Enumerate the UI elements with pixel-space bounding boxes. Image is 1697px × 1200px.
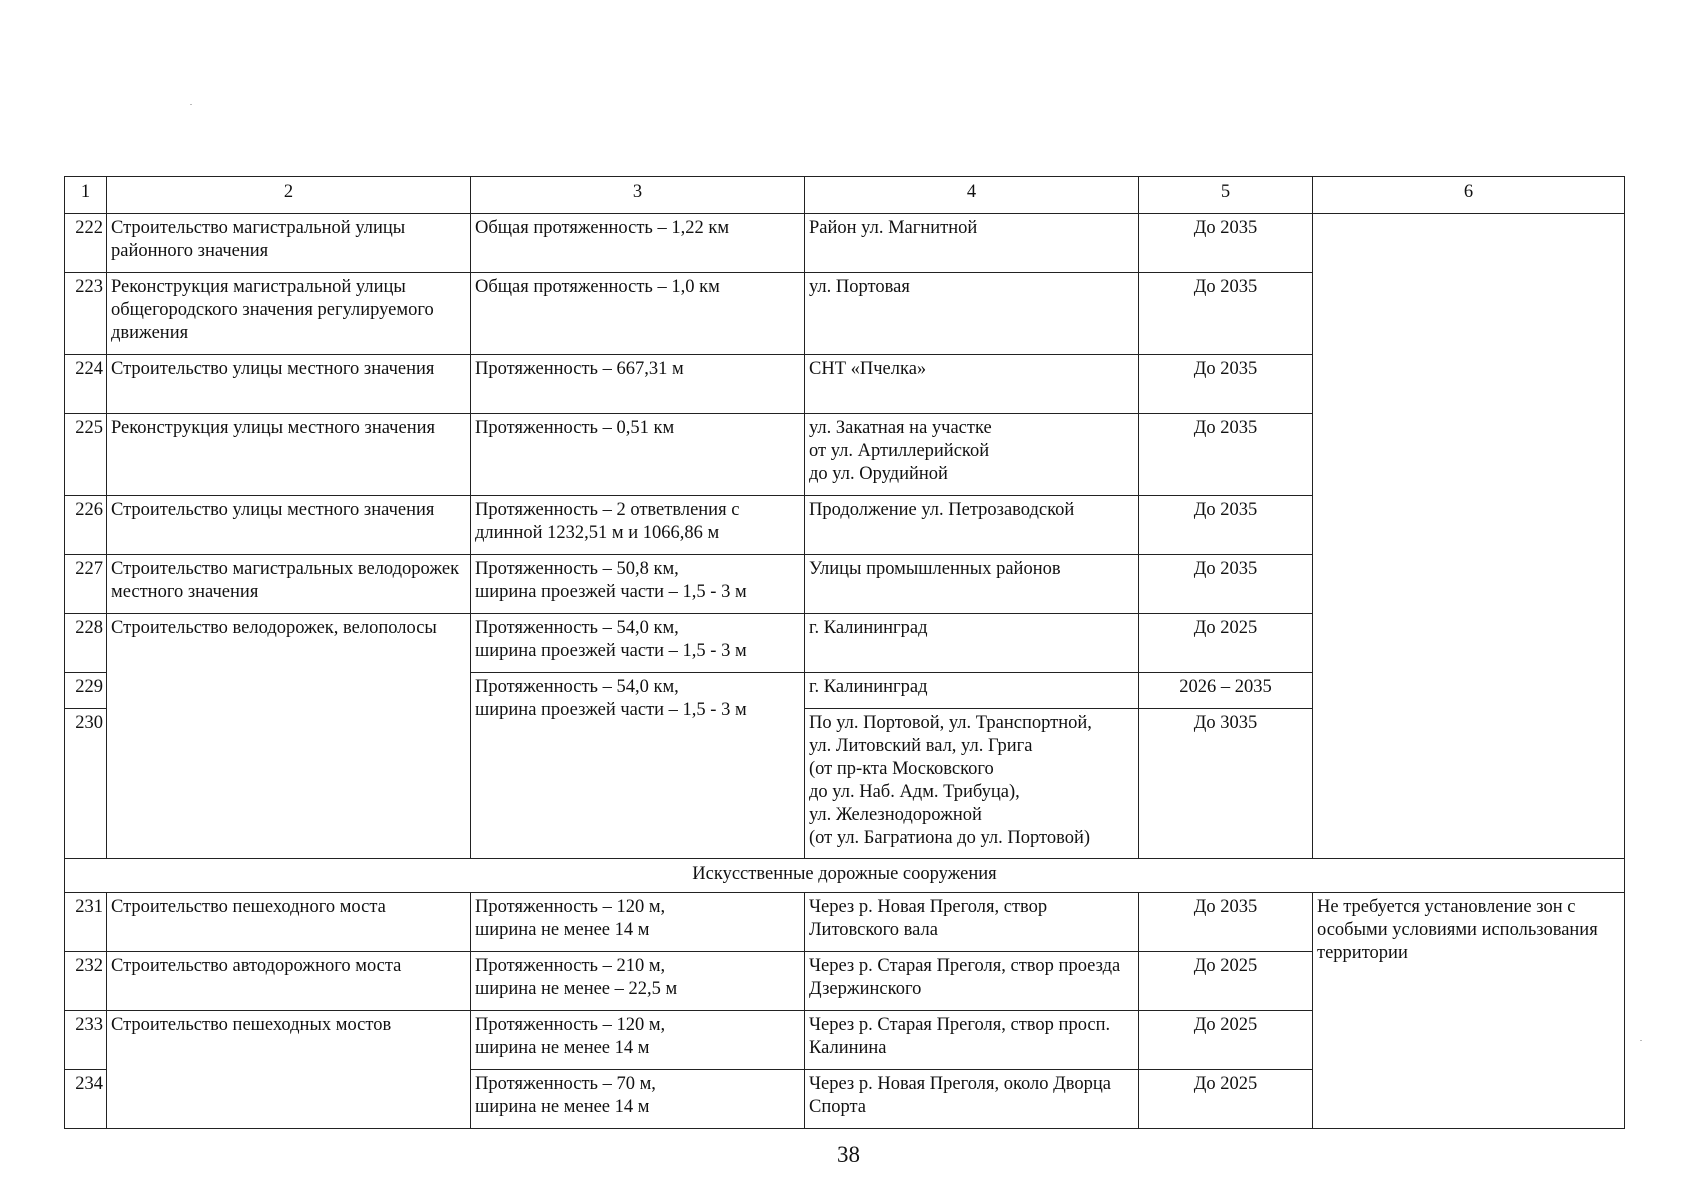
object-name: Строительство улицы местного значения	[107, 496, 471, 555]
section-row	[65, 859, 1625, 893]
row-number: 232	[65, 952, 107, 1011]
object-name: Строительство пешеходных мостов	[107, 1011, 471, 1129]
zones-note: Не требуется установление зон с особыми условиями использования территории	[1313, 893, 1625, 1129]
implementation-term: 2026 – 2035	[1139, 673, 1313, 709]
row-number: 228	[65, 614, 107, 673]
page-number: 38	[837, 1142, 860, 1167]
object-location: ул. Закатная на участке от ул. Артиллерийской до ул. Орудийной	[805, 414, 1139, 496]
object-parameters: Протяженность – 70 м, ширина не менее 14 м	[471, 1070, 805, 1129]
column-header-6: 6	[1313, 177, 1625, 214]
object-parameters: Общая протяженность – 1,22 км	[471, 214, 805, 273]
object-name: Строительство улицы местного значения	[107, 355, 471, 414]
column-header-5: 5	[1139, 177, 1313, 214]
implementation-term: До 2035	[1139, 496, 1313, 555]
object-name: Строительство магистральных велодорожек местного значения	[107, 555, 471, 614]
object-location: г. Калининград	[805, 614, 1139, 673]
implementation-term: До 2035	[1139, 273, 1313, 355]
row-number: 224	[65, 355, 107, 414]
object-name: Строительство магистральной улицы районного значения	[107, 214, 471, 273]
object-name: Строительство пешеходного моста	[107, 893, 471, 952]
object-location: Через р. Новая Преголя, около Дворца Спорта	[805, 1070, 1139, 1129]
object-location: По ул. Портовой, ул. Транспортной, ул. Литовский вал, ул. Грига (от пр-кта Московского до ул. Наб. Адм. Трибуца), ул. Железнодорожной (от ул. Багратиона до ул. Портовой)	[805, 709, 1139, 859]
implementation-term: До 2025	[1139, 614, 1313, 673]
implementation-term: До 2035	[1139, 355, 1313, 414]
object-location: Через р. Новая Преголя, створ Литовского вала	[805, 893, 1139, 952]
object-name: Строительство велодорожек, велополосы	[107, 614, 471, 859]
zones-cell-empty	[1313, 214, 1625, 859]
row-number: 227	[65, 555, 107, 614]
object-parameters: Общая протяженность – 1,0 км	[471, 273, 805, 355]
object-location: ул. Портовая	[805, 273, 1139, 355]
row-number: 225	[65, 414, 107, 496]
object-location: Район ул. Магнитной	[805, 214, 1139, 273]
column-header-4: 4	[805, 177, 1139, 214]
object-name: Реконструкция магистральной улицы общегородского значения регулируемого движения	[107, 273, 471, 355]
row-number: 222	[65, 214, 107, 273]
row-number: 233	[65, 1011, 107, 1070]
implementation-term: До 3035	[1139, 709, 1313, 859]
implementation-term: До 2035	[1139, 214, 1313, 273]
object-parameters: Протяженность – 0,51 км	[471, 414, 805, 496]
object-parameters: Протяженность – 120 м, ширина не менее 14 м	[471, 1011, 805, 1070]
object-parameters: Протяженность – 667,31 м	[471, 355, 805, 414]
scan-speck	[190, 104, 192, 105]
column-number-row	[65, 177, 1625, 214]
implementation-term: До 2025	[1139, 1070, 1313, 1129]
object-name: Строительство автодорожного моста	[107, 952, 471, 1011]
implementation-term: До 2035	[1139, 893, 1313, 952]
column-header-3: 3	[471, 177, 805, 214]
implementation-term: До 2025	[1139, 1011, 1313, 1070]
object-name: Реконструкция улицы местного значения	[107, 414, 471, 496]
object-location: г. Калининград	[805, 673, 1139, 709]
implementation-term: До 2035	[1139, 414, 1313, 496]
implementation-term: До 2025	[1139, 952, 1313, 1011]
object-parameters: Протяженность – 120 м, ширина не менее 14 м	[471, 893, 805, 952]
object-parameters: Протяженность – 2 ответвления с длинной 1232,51 м и 1066,86 м	[471, 496, 805, 555]
object-location: Продолжение ул. Петрозаводской	[805, 496, 1139, 555]
object-location: Через р. Старая Преголя, створ проезда Дзержинского	[805, 952, 1139, 1011]
object-location: СНТ «Пчелка»	[805, 355, 1139, 414]
row-number: 226	[65, 496, 107, 555]
row-number: 231	[65, 893, 107, 952]
object-parameters: Протяженность – 54,0 км, ширина проезжей части – 1,5 - 3 м	[471, 673, 805, 859]
scan-speck	[1640, 1040, 1642, 1041]
column-header-1: 1	[65, 177, 107, 214]
implementation-term: До 2035	[1139, 555, 1313, 614]
row-number: 223	[65, 273, 107, 355]
object-location: Улицы промышленных районов	[805, 555, 1139, 614]
object-location: Через р. Старая Преголя, створ просп. Калинина	[805, 1011, 1139, 1070]
infrastructure-table	[64, 176, 1625, 1129]
table-row	[65, 214, 1625, 273]
column-header-2: 2	[107, 177, 471, 214]
row-number: 230	[65, 709, 107, 859]
row-number: 234	[65, 1070, 107, 1129]
section-title: Искусственные дорожные сооружения	[65, 859, 1625, 893]
object-parameters: Протяженность – 210 м, ширина не менее – 22,5 м	[471, 952, 805, 1011]
object-parameters: Протяженность – 50,8 км, ширина проезжей части – 1,5 - 3 м	[471, 555, 805, 614]
object-parameters: Протяженность – 54,0 км, ширина проезжей части – 1,5 - 3 м	[471, 614, 805, 673]
row-number: 229	[65, 673, 107, 709]
table-row	[65, 893, 1625, 952]
